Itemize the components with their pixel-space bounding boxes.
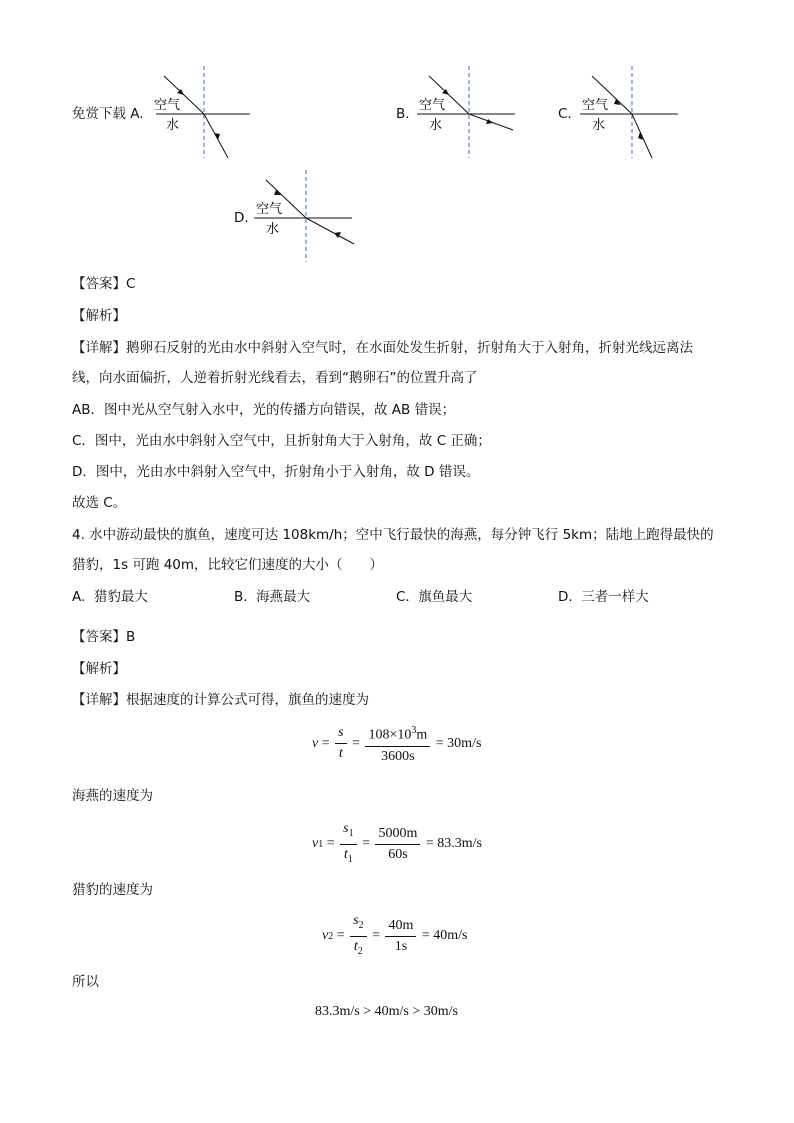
diagram-a bbox=[148, 66, 258, 161]
q3-option-d: D．图中，光由水中斜射入空气中，折射角小于入射角，故 D 错误。 bbox=[72, 464, 480, 480]
diagram-d bbox=[250, 170, 360, 265]
q3-detail-line2: 线，向水面偏折，人逆着折射光线看去，看到“鹅卵石”的位置升高了 bbox=[72, 370, 478, 386]
q4-option-d: D. 三者一样大 bbox=[558, 589, 649, 605]
q3-option-c: C．图中，光由水中斜射入空气中，且折射角大于入射角，故 C 正确； bbox=[72, 433, 491, 449]
q4-stem-line2: 猎豹，1s 可跑 40m，比较它们速度的大小（ ） bbox=[72, 557, 384, 573]
q4-option-c: C. 旗鱼最大 bbox=[396, 589, 473, 605]
equation-cheetah-speed: v 2 = $\frac{s_2}{t_2}$ = $\frac{40m}{1s}$ = 40m/s bbox=[322, 913, 468, 957]
water-label: 水 bbox=[166, 118, 180, 133]
cheetah-speed-label: 猎豹的速度为 bbox=[72, 882, 153, 898]
q3-conclusion: 故选 C。 bbox=[72, 495, 127, 511]
q3-answer: 【答案】C bbox=[72, 276, 136, 292]
air-label: 空气 bbox=[154, 98, 181, 113]
svg-text:水: 水 bbox=[429, 118, 443, 133]
q4-option-b: B. 海燕最大 bbox=[234, 589, 311, 605]
svg-text:空气: 空气 bbox=[256, 202, 283, 217]
svg-text:空气: 空气 bbox=[419, 98, 446, 113]
svg-text:水: 水 bbox=[266, 222, 280, 237]
q4-option-a: A. 猎豹最大 bbox=[72, 589, 148, 605]
equation-petrel-speed: v 1 = $\frac{s_1}{t_1}$ = $\frac{5000m}{60s}$ = 83.3m/s bbox=[312, 821, 482, 865]
option-c-label: C. bbox=[558, 106, 572, 122]
diagram-b bbox=[413, 66, 523, 161]
svg-text:空气: 空气 bbox=[582, 98, 609, 113]
diagram-c bbox=[576, 66, 686, 161]
option-b-label: B. bbox=[396, 106, 410, 122]
therefore-label: 所以 bbox=[72, 974, 99, 990]
q4-stem-line1: 4. 水中游动最快的旗鱼，速度可达 108km/h；空中飞行最快的海燕，每分钟飞行 5km；陆地上跑得最快的 bbox=[72, 527, 714, 543]
q3-analysis-heading: 【解析】 bbox=[72, 308, 126, 324]
final-comparison: 83.3m/s > 40m/s > 30m/s bbox=[315, 1004, 458, 1019]
q4-answer: 【答案】B bbox=[72, 629, 136, 645]
q3-option-ab: AB．图中光从空气射入水中，光的传播方向错误，故 AB 错误； bbox=[72, 402, 456, 418]
svg-text:水: 水 bbox=[592, 118, 606, 133]
option-d-label: D. bbox=[234, 210, 249, 226]
watermark-label: 免赏下载 A. bbox=[72, 106, 144, 122]
equation-sailfish-speed: v = $\frac{s}{t}$ = $\frac{108\times 10^3m}{3600s}$ = 30m/s bbox=[312, 722, 481, 766]
q4-analysis-heading: 【解析】 bbox=[72, 661, 126, 677]
q4-detail: 【详解】根据速度的计算公式可得，旗鱼的速度为 bbox=[72, 692, 369, 708]
petrel-speed-label: 海燕的速度为 bbox=[72, 788, 153, 804]
q3-detail-line1: 【详解】鹅卵石反射的光由水中斜射入空气时，在水面处发生折射，折射角大于入射角，折射光线远离法 bbox=[72, 340, 693, 356]
